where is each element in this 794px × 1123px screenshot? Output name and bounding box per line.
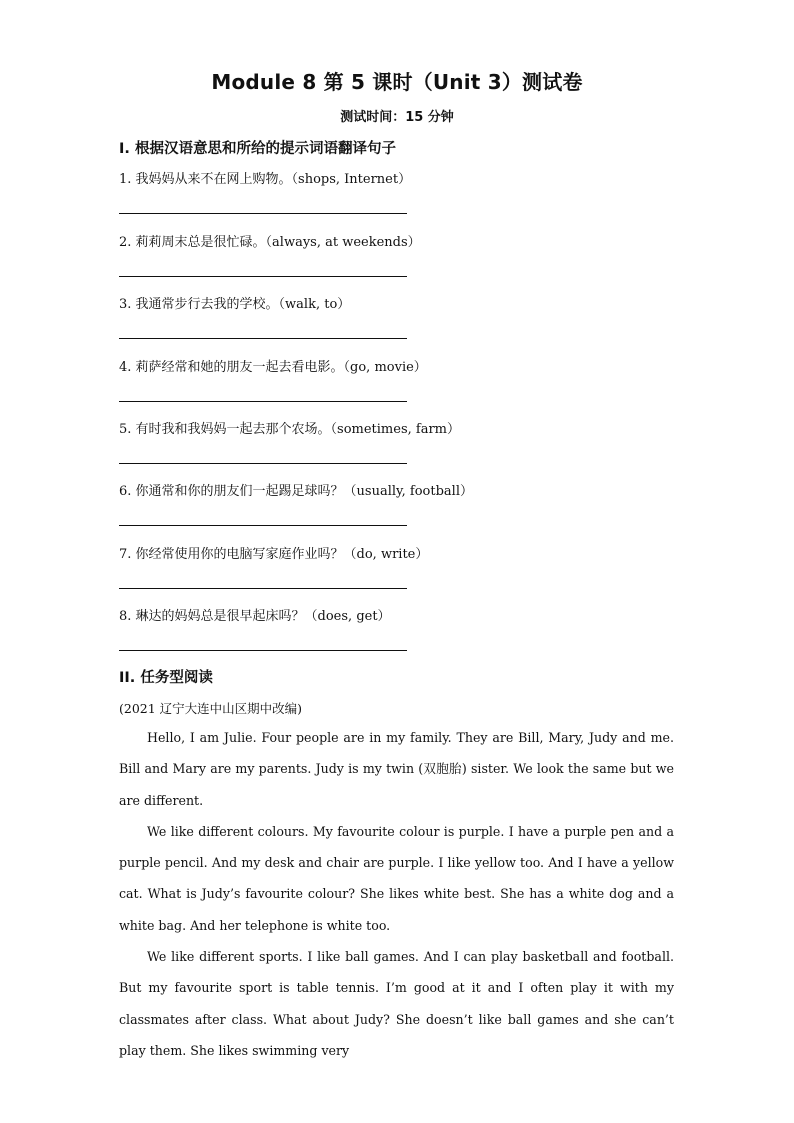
question-2: 2. 莉莉周末总是很忙碌。（always, at weekends）	[119, 235, 421, 250]
passage-paragraph-3: We like different sports. I like ball games. And I can play basketball and football. But my favourite sport is table tennis. I’m good at it and I often play it with my classmates after class. What about Judy? She doesn’t like ball games and she can’t play them. She likes swimming very	[119, 949, 674, 1058]
answer-line-6[interactable]	[119, 525, 407, 526]
question-8: 8. 琳达的妈妈总是很早起床吗？（does, get）	[119, 609, 391, 624]
answer-line-4[interactable]	[119, 401, 407, 402]
section-2-heading: II. 任务型阅读	[119, 670, 213, 686]
question-5: 5. 有时我和我妈妈一起去那个农场。（sometimes, farm）	[119, 422, 460, 437]
question-4: 4. 莉萨经常和她的朋友一起去看电影。（go, movie）	[119, 360, 427, 375]
passage-paragraph-2: We like different colours. My favourite colour is purple. I have a purple pen and a purple pencil. And my desk and chair are purple. I like yellow too. And I have a yellow cat. What is Judy’s favourite colour? She likes white best. She has a white dog and a white bag. And her telephone is white too.	[119, 823, 674, 933]
answer-line-3[interactable]	[119, 338, 407, 339]
question-3: 3. 我通常步行去我的学校。（walk, to）	[119, 297, 351, 312]
test-time-note: 测试时间：15 分钟	[340, 110, 454, 125]
answer-line-1[interactable]	[119, 213, 407, 214]
passage-source-note: (2021 辽宁大连中山区期中改编)	[119, 701, 303, 716]
question-7: 7. 你经常使用你的电脑写家庭作业吗？（do, write）	[119, 547, 429, 562]
answer-line-7[interactable]	[119, 588, 407, 589]
answer-line-8[interactable]	[119, 650, 407, 651]
answer-line-2[interactable]	[119, 276, 407, 277]
answer-line-5[interactable]	[119, 463, 407, 464]
question-6: 6. 你通常和你的朋友们一起踢足球吗？（usually, football）	[119, 484, 473, 499]
section-1-heading: I. 根据汉语意思和所给的提示词语翻译句子	[119, 141, 396, 157]
reading-passage	[119, 722, 674, 1066]
question-1: 1. 我妈妈从来不在网上购物。（shops, Internet）	[119, 172, 412, 187]
passage-paragraph-1: Hello, I am Julie. Four people are in my family. They are Bill, Mary, Judy and me. Bill and Mary are my parents. Judy is my twin (双胞胎) sister. We look the same but we are different.	[119, 730, 674, 808]
worksheet-title: Module 8 第 5 课时（Unit 3）测试卷	[211, 70, 583, 94]
